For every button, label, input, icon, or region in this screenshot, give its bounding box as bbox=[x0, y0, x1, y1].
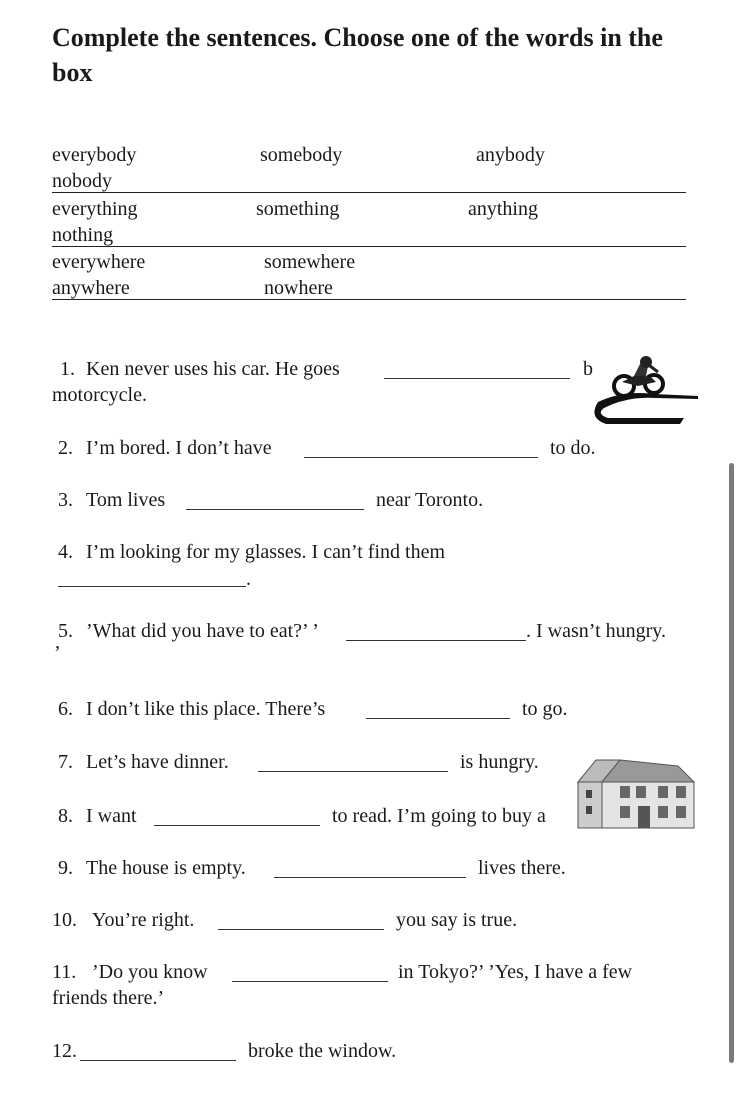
question-text: ’What did you have to eat?’ ’ bbox=[86, 620, 319, 642]
box-word: everywhere bbox=[52, 251, 146, 273]
box-word: nowhere bbox=[264, 277, 333, 299]
question-text-after: you say is true. bbox=[396, 909, 518, 931]
box-divider bbox=[52, 299, 686, 300]
box-divider bbox=[52, 192, 686, 193]
house-image bbox=[576, 756, 696, 830]
answer-blank[interactable] bbox=[232, 963, 388, 982]
box-word: anywhere bbox=[52, 277, 130, 299]
question-text-after: to read. I’m going to buy a bbox=[332, 805, 546, 827]
question-number: 11. bbox=[52, 961, 77, 983]
worksheet-title: Complete the sentences. Choose one of the words in the box bbox=[52, 23, 663, 87]
question-text-cont: motorcycle. bbox=[52, 384, 147, 406]
question-text-after: . I wasn’t hungry. bbox=[526, 620, 666, 642]
answer-blank[interactable] bbox=[80, 1042, 236, 1061]
question-text: The house is empty. bbox=[86, 857, 246, 879]
question-number: 2. bbox=[58, 437, 73, 459]
answer-blank[interactable] bbox=[384, 360, 570, 379]
scrollbar[interactable] bbox=[729, 463, 734, 1063]
question-number: 9. bbox=[58, 857, 73, 879]
box-word: something bbox=[256, 198, 340, 220]
answer-blank[interactable] bbox=[154, 807, 320, 826]
question-text-after: to do. bbox=[550, 437, 596, 459]
question-number: 12. bbox=[52, 1040, 77, 1062]
motorcycle-image bbox=[594, 352, 702, 434]
box-word: everything bbox=[52, 198, 138, 220]
question-text: I’m looking for my glasses. I can’t find them bbox=[86, 541, 446, 563]
question-text: Tom lives bbox=[86, 489, 166, 511]
question-text: Ken never uses his car. He goes bbox=[86, 358, 340, 380]
question-number: 3. bbox=[58, 489, 73, 511]
answer-blank[interactable] bbox=[366, 700, 510, 719]
question-number: 8. bbox=[58, 805, 73, 827]
question-number: 6. bbox=[58, 698, 73, 720]
question-text-after: to go. bbox=[522, 698, 568, 720]
question-number: 10. bbox=[52, 909, 77, 931]
question-text-after: in Tokyo?’ ’Yes, I have a few bbox=[398, 961, 633, 983]
question-text-after: . bbox=[246, 568, 251, 590]
box-divider bbox=[52, 246, 686, 247]
answer-blank[interactable] bbox=[218, 911, 384, 930]
question-text: I don’t like this place. There’s bbox=[86, 698, 326, 720]
question-text-after: b bbox=[583, 358, 593, 380]
box-word: somebody bbox=[260, 144, 343, 166]
question-number: 7. bbox=[58, 751, 73, 773]
box-word: nobody bbox=[52, 170, 112, 192]
question-number: 4. bbox=[58, 541, 73, 563]
question-text-after: is hungry. bbox=[460, 751, 539, 773]
answer-blank[interactable] bbox=[346, 622, 526, 641]
box-word: everybody bbox=[52, 144, 137, 166]
question-text-after: broke the window. bbox=[248, 1040, 397, 1062]
box-word: anything bbox=[468, 198, 538, 220]
answer-blank[interactable] bbox=[186, 491, 364, 510]
box-word: nothing bbox=[52, 224, 114, 246]
answer-blank[interactable] bbox=[304, 439, 538, 458]
question-text-after: lives there. bbox=[478, 857, 566, 879]
question-text-after: near Toronto. bbox=[376, 489, 484, 511]
box-word: somewhere bbox=[264, 251, 356, 273]
question-number: 5. bbox=[58, 620, 73, 642]
answer-blank[interactable] bbox=[258, 753, 448, 772]
question-text-cont: friends there.’ bbox=[52, 987, 165, 1009]
answer-blank[interactable] bbox=[58, 568, 246, 587]
box-word: anybody bbox=[476, 144, 545, 166]
question-text: Let’s have dinner. bbox=[86, 751, 229, 773]
question-text: You’re right. bbox=[92, 909, 195, 931]
question-text: I want bbox=[86, 805, 137, 827]
question-number: 1. bbox=[60, 358, 75, 380]
question-text-cont: ’ bbox=[54, 642, 61, 664]
question-text: I’m bored. I don’t have bbox=[86, 437, 272, 459]
question-text: ’Do you know bbox=[92, 961, 208, 983]
answer-blank[interactable] bbox=[274, 859, 466, 878]
